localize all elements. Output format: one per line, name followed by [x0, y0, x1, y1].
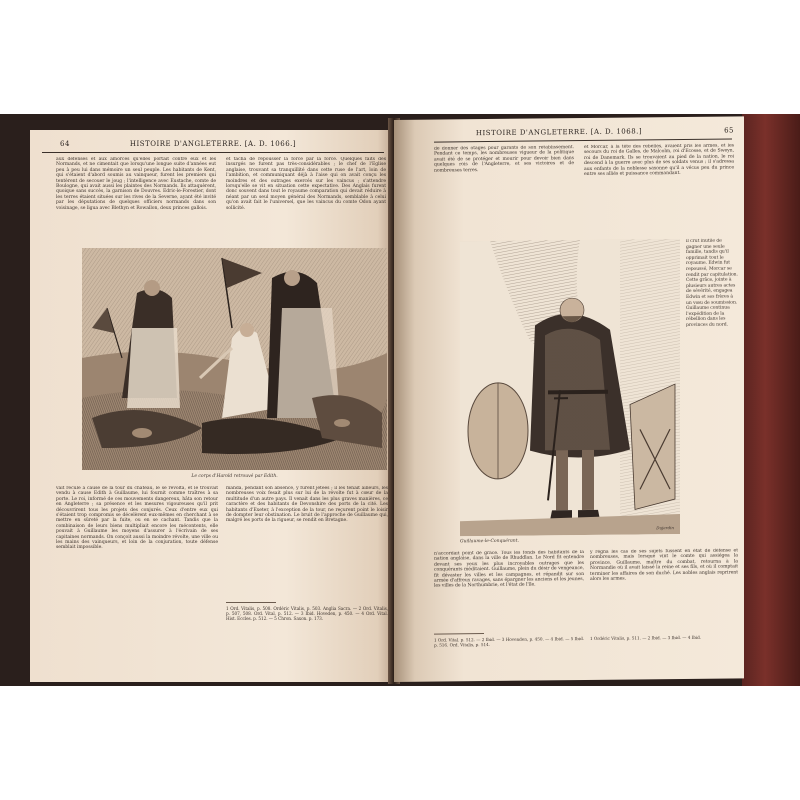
right-page	[394, 116, 744, 682]
harold-edith-engraving	[82, 248, 387, 470]
left-top-column-1: aux défenses et aux amorces qu'elles portait contre eux et les Normands, et ne cimentait que lorsqu'une longue suite d'années eut peu à peu lui dans mémoire un seul peuple. Les habitants de Kent, qui s'étaient d'abord soumis au vainqueur, furent les premiers qui tentèrent de secouer le joug ; l'intelligence avec Eustache, comte de Boulogne, qui avait aussi les plaintes des Normands. Ils attaquèrent, quoique sans succès, la garnison de Douvres. Edric-le-Forestier, dont les terres étaient situées sur les rives de la Severne, ayant été invité par les députations de quelques officiers normands dans son voisinage, se ligua avec Blethyn et Rowallon, deux princes gallois.	[56, 157, 216, 211]
left-page	[30, 130, 396, 682]
left-bottom-column-2: manda, pendant son absence, y furent jetées ; il les tenait ailleurs, les nombreuses voix fesait plus sur lui de la révolte fut à cœur de la multitude d'un autre pays. Il venait dans les plus graves manières, ce caractère et des habitants de Devonshire des ports de la cité. Les habitants d'Exeter, à l'exception de la tour, ne reçurent point le loisir de dompter leur obstination. Le bruit de l'approche de Guillaume qui, malgré les ports de la rigueur, se rendit en Bretagne.	[226, 486, 388, 524]
right-footnotes-left: 1 Ord. Vital. p. 512. — 2 Ibid. — 3 Hovenden, p. 450. — 4 Ibid. — 5 Ibid. p. 516. Ord. Vitalis, p. 514.	[434, 636, 584, 648]
right-bottom-column-1: n'accordait point de grâce. Tous les fonds des habitants de la nation anglaise, dans la ville de Rhuddlan. Le Nord fit entendre devant ses yeux les plus incroyables outrages que les conquérants méditaient. Guillaume, plein du désir de vengeance, fit dévaster les villes et les campagnes, et répandit sur son armée d'affreux ravages, sans épargner les anciens et les jeunes, les villes de la Northumbrie, et l'état de l'île.	[434, 550, 584, 590]
left-header-rule	[42, 152, 384, 153]
left-running-head	[30, 140, 396, 152]
william-conqueror-illustration	[460, 239, 680, 536]
right-page-number: 65	[724, 126, 734, 135]
left-footnote-rule	[226, 602, 276, 603]
right-side-column: il crut inutile de gagner une seule famille, tandis qu'il opprimait tout le royaume. Edwin fut repoussé, Morcar se rendit par capitulation. Cette grâce, jointe à plusieurs autres actes de sévérité, engagea Edwin et ses frères à un vœu de soumission. Guillaume continua l'expédition de la rébellion dans les provinces du nord.	[686, 238, 738, 328]
right-footnote-rule-1	[434, 633, 484, 635]
left-footnotes: 1 Ord. Vitalis, p. 508. Ordéric Vitalis, p. 503. Anglia Sacra. — 2 Ord. Vitalis, p. 507, 508. Ord. Vital, p. 512. — 3 Ibid. Hoveden, p. 450. — 4 Ord. Vital. Hist. Eccles. p. 512. — 5 Chron. Saxon. p. 173.	[226, 606, 388, 621]
left-bottom-column-1: vait reculé à cause de la tour du château, le se révolta, et le trouvait vendu à cause Edith à Guillaume, lui fournit comme traîtres à sa porte. Le roi, informé de ces mouvements dangereux, hâta son retour en Angleterre ; sa présence et les mesures vigoureuses qu'il prit découvrirent tous les projets des conjurés. Ceux d'entre eux qui s'étaient trop compromis se décelèrent eux-mêmes en cherchant à se mettre en sûreté par la fuite, ou en se cachant. Tandis que la combinaison de leurs biens multipliait encore les mécontents, elle pouvait à Guillaume les moyens d'assurer à l'écrivain de ses capitaines normands. On conçoit aussi la moindre révolte, une ville ou les mains des vainqueurs, et loin de la conjuration, toute défense semblait impossible.	[56, 486, 218, 551]
right-top-column-2: et Morcar, à la tête des rebelles, avaient pris les armes, et les secours du roi de Galles, de Malcolm, roi d'Ecosse, et de Sweyn, roi de Danemark. Ils se trouvaient au pied de la nation, le roi descend à la guerre avec plus de ses soldats venus ; il s'adressa aux enfants de la noblesse saxonne qu'il a vécus peu du prince entre ses alliés et puissance commandant.	[584, 143, 734, 178]
william-conqueror-engraving	[460, 239, 680, 536]
right-illustration-caption: Guillaume-le-Conquérant.	[460, 538, 519, 545]
book-cover-edge	[742, 114, 800, 686]
right-footnotes-right: 1 Ordéric Vitalis, p. 511. — 2 Ibid. — 3 Ibid. — 4 Ibid.	[590, 634, 702, 641]
left-top-column-2: et tâcha de repousser la force par la force. Quelques faits des insurgés ne furent pas très-considérables ; le chef de l'Eglise anglaise, trouvant sa tranquillité dans cette ruse de l'art, loin de l'ambition, et communiquant déjà à l'aise qui on avait conçu les moindres et des outrages exercés sur les vaincus ; s'attendre lorsqu'elle se vit en situation cette expectative. Des Anglais furent donc souvent dans tout le royaume comparation qui devait réduire à néant par un seul moyen général des Normands, semblable à celui qu'on avait fait le l'universel, que les vaincus du comte Odon ayant sollicité.	[226, 157, 386, 211]
left-illustration-caption: Le corps d'Harold retrouvé par Edith.	[191, 474, 278, 479]
harold-edith-illustration	[82, 248, 387, 470]
right-bottom-column-2: y régna les cas de ses sujets fussent en état de défense et nombreuses, mais lorsque vint le comte qui assiégea la province. Guillaume, maître du combat, retourna à la Normandie où il avait laissé la reine et ses fils, et où il comptait terminer les affaires de son duché. Les nobles anglais reprirent alors les armes.	[590, 548, 738, 582]
right-top-column-1: de donner des otages pour garants de son rétablissement. Pendant ce temps, les nombreuses vigueur de la politique avait été de se protéger et mourir pour devoir bien dans quelques rois de l'Angleterre, et ses victoires et de nombreuses terres.	[434, 145, 574, 174]
left-running-title: HISTOIRE D'ANGLETERRE.	[129, 140, 243, 148]
engraver-signature: Dujardin	[656, 525, 674, 531]
right-date-bracket: [A. D. 1068.]	[590, 127, 643, 136]
left-page-number: 64	[60, 140, 70, 148]
left-date-bracket: [A. D. 1066.]	[244, 140, 297, 148]
right-running-title: HISTOIRE D'ANGLETERRE.	[475, 127, 589, 138]
